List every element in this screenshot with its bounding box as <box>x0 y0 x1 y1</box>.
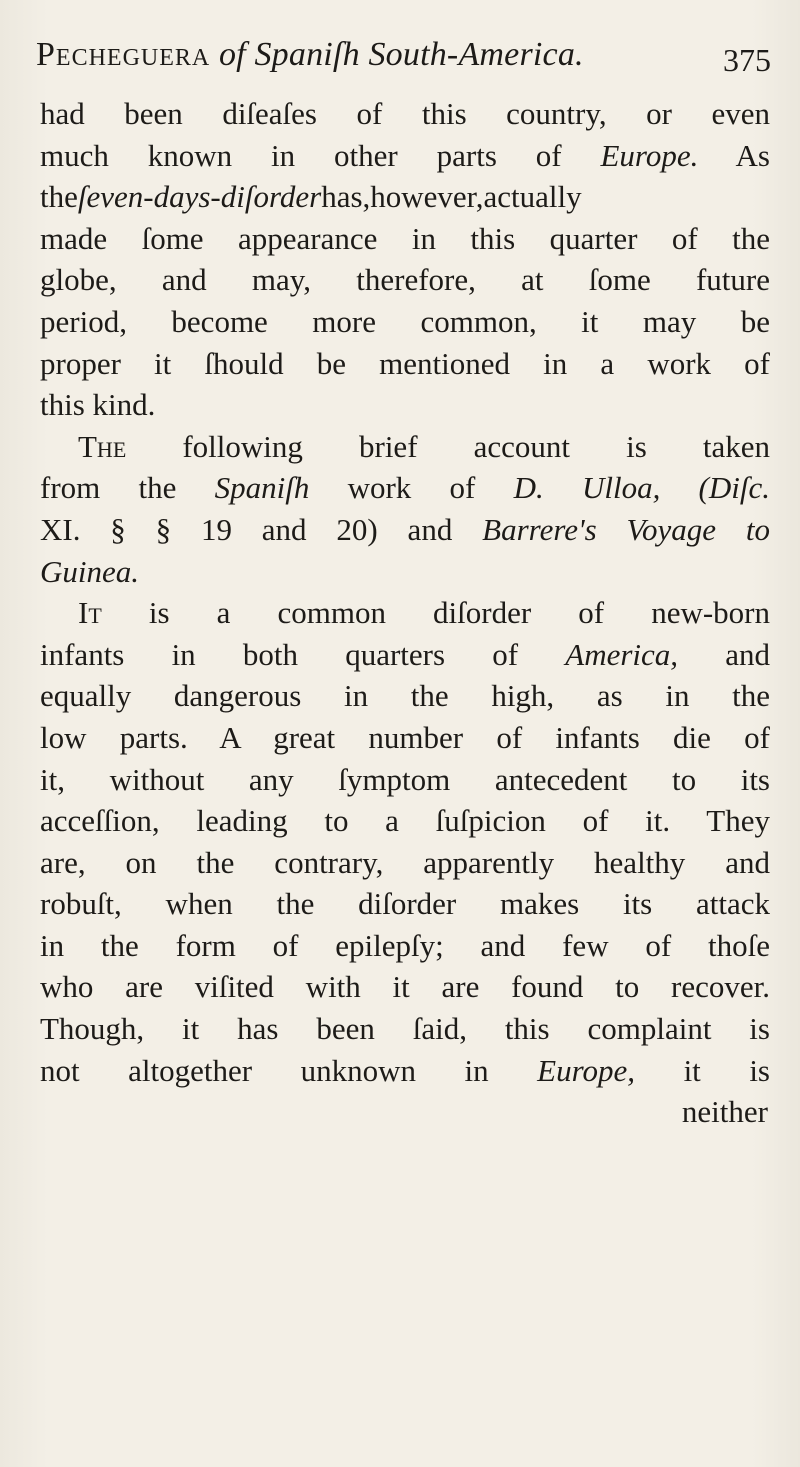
text-line <box>40 634 770 676</box>
line-text: XI. § § 19 and 20) and <box>40 511 453 547</box>
text-line <box>40 842 770 884</box>
line-text: robuſt, when the diſorder makes its attack <box>40 886 770 922</box>
line-text: it, without any ſymptom antecedent to its <box>40 761 770 797</box>
paragraph-opening: The <box>78 428 127 464</box>
line-text: made ſome appearance in this quarter of the <box>40 220 770 256</box>
text-line <box>40 883 770 925</box>
line-text: who are viſited with it are found to recover. <box>40 969 770 1005</box>
line-text: had been diſeaſes of this country, or even <box>40 96 770 131</box>
line-text: are, on the contrary, apparently healthy and <box>40 844 770 880</box>
catchword-text: neither <box>681 1094 768 1130</box>
text-line <box>40 509 770 551</box>
citation: Barrere's Voyage to <box>482 511 770 547</box>
text-line <box>40 717 770 759</box>
citation: D. Ulloa, (Diſc. <box>513 470 770 506</box>
line-text: and <box>725 636 770 672</box>
line-text: equally dangerous in the high, as in the <box>40 678 770 714</box>
line-text: in the form of epilepſy; and few of thoſe <box>40 927 770 963</box>
line-text: proper it ſhould be mentioned in a work of <box>40 345 770 381</box>
text-line <box>40 259 770 301</box>
citation: Guinea. <box>40 553 140 589</box>
running-head-author: Pecheguera <box>36 36 211 73</box>
line-text: following brief account is taken <box>182 428 770 464</box>
language-name: Spaniſh <box>214 470 310 506</box>
text-line <box>40 1008 770 1050</box>
catchword <box>40 1091 770 1133</box>
text-line <box>40 218 770 260</box>
paragraph-opening: It <box>78 595 102 631</box>
text-line <box>40 1050 770 1092</box>
place-name: Europe. <box>600 137 699 173</box>
line-text: work of <box>347 470 476 506</box>
text-line <box>40 384 770 426</box>
text-line <box>40 343 770 385</box>
line-text: has,however,actually <box>321 179 582 215</box>
page-header <box>36 36 771 92</box>
line-text: infants in both quarters of <box>40 636 519 672</box>
text-line <box>40 675 770 717</box>
line-text: much known in other parts of <box>40 137 562 173</box>
line-text: from the <box>40 470 177 506</box>
place-name: Europe, <box>537 1052 636 1088</box>
text-line <box>40 759 770 801</box>
text-line <box>40 800 770 842</box>
text-line <box>40 467 770 509</box>
text-line <box>40 551 770 593</box>
text-line <box>40 176 770 218</box>
line-text: it is <box>683 1052 770 1088</box>
page-number: 375 <box>723 42 771 78</box>
place-name: America, <box>565 636 679 672</box>
text-line <box>40 301 770 343</box>
text-line <box>40 966 770 1008</box>
line-text: the <box>40 179 78 215</box>
text-line <box>40 592 770 634</box>
text-line <box>40 426 770 468</box>
line-text: As <box>735 137 770 173</box>
line-text: this kind. <box>40 387 156 423</box>
disease-name: ſeven-days-diſorder <box>77 179 322 215</box>
line-text: Though, it has been ſaid, this complaint is <box>40 1011 770 1047</box>
running-head-title: of Spaniſh South-America. <box>218 36 584 73</box>
line-text: globe, and may, therefore, at ſome future <box>40 262 770 298</box>
running-head <box>36 36 584 74</box>
text-line <box>40 925 770 967</box>
text-line <box>40 135 770 177</box>
line-text: is a common diſorder of new-born <box>148 595 770 631</box>
line-text: low parts. A great number of infants die of <box>40 719 770 755</box>
body-text <box>40 93 770 1133</box>
line-text: acceſſion, leading to a ſuſpicion of it. They <box>40 803 770 839</box>
text-line <box>40 93 770 135</box>
line-text: not altogether unknown in <box>40 1052 489 1088</box>
line-text: period, become more common, it may be <box>40 303 770 339</box>
